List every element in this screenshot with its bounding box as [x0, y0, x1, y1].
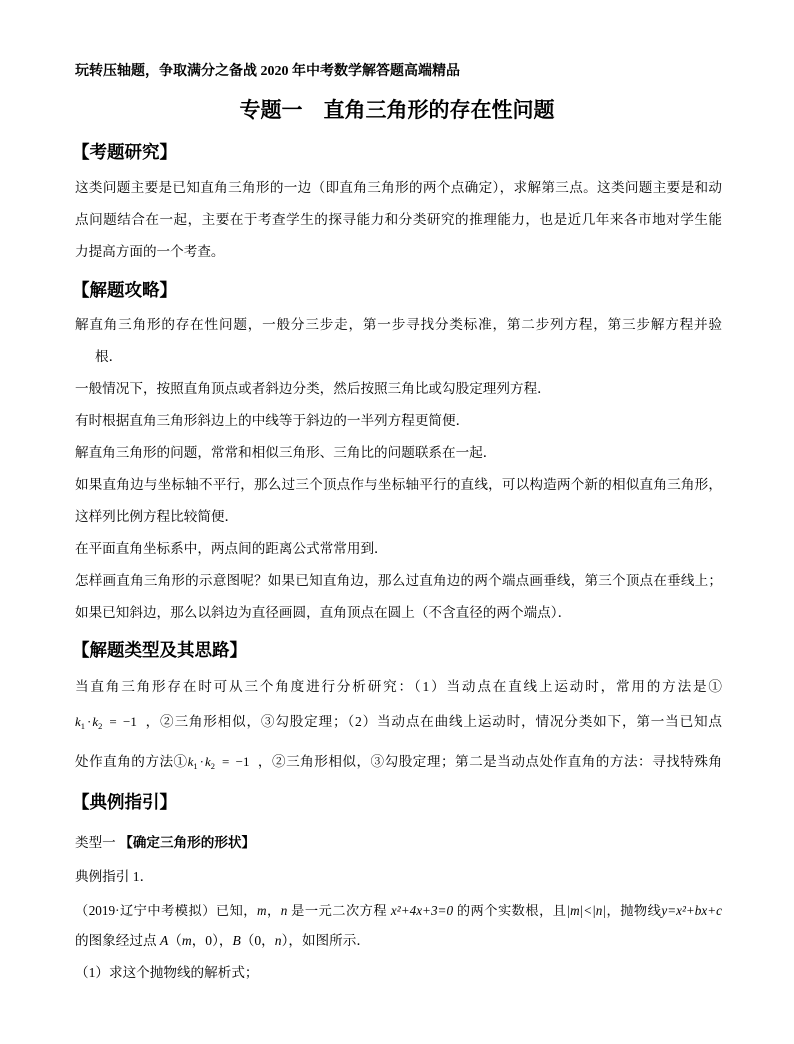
paragraph-line: 在平面直角坐标系中，两点间的距离公式常常用到． — [75, 541, 388, 556]
paragraph-line: 如果已知斜边，那么以斜边为直径画圆，直角顶点在圆上（不含直径的两个端点）． — [75, 605, 572, 620]
slope-product-formula — [188, 750, 250, 774]
problem-text: 的图象经过点 — [75, 933, 160, 948]
formula-variable: k — [205, 754, 211, 769]
formula-subscript: 1 — [80, 721, 86, 731]
math-variable: m — [257, 903, 267, 918]
formula-dot: · — [199, 754, 204, 769]
paragraph-text: ，②三角形相似，③勾股定理；（2）当动点在曲线上运动时，情况分类如下，第一当已知点 — [144, 714, 722, 729]
example-label: 典例指引 1． — [75, 869, 154, 884]
problem-text: ，0）， — [191, 933, 233, 948]
page-title: 专题一 直角三角形的存在性问题 — [239, 98, 555, 122]
paragraph-line: 一般情况下，按照直角顶点或者斜边分类，然后按照三角比或勾股定理列方程． — [75, 381, 551, 396]
paragraph-line: 力提高方面的一个考查。 — [75, 244, 225, 259]
formula-subscript: 2 — [98, 721, 103, 731]
formula-rhs: = −1 — [222, 754, 250, 769]
paragraph-line: 解直角三角形的存在性问题，一般分三步走，第一步寻找分类标准，第二步列方程，第三步解方程并验 — [75, 317, 722, 332]
header-note: 玩转压轴题，争取满分之备战 2020 年中考数学解答题高端精品 — [75, 64, 460, 79]
slope-product-formula — [75, 710, 137, 734]
paragraph-line: 当直角三角形存在时可从三个角度进行分析研究：（1）当动点在直线上运动时，常用的方法是① — [75, 679, 722, 694]
math-expression: |m|<|n| — [566, 903, 607, 918]
formula-variable: k — [187, 754, 194, 769]
problem-text: 是一元二次方程 — [287, 903, 391, 918]
math-expression: y=x²+bx+c — [661, 903, 722, 918]
example-type-title: 【确定三角形的形状】 — [119, 835, 256, 850]
problem-text: （0， — [240, 933, 275, 948]
example-type-label: 类型一 — [75, 835, 120, 850]
paragraph-line: 如果直角边与坐标轴不平行，那么过三个顶点作与坐标轴平行的直线，可以构造两个新的相似直角三角形， — [75, 477, 722, 492]
math-expression: x²+4x+3=0 — [390, 903, 454, 918]
problem-text: ，抛物线 — [606, 903, 662, 918]
question-line: （1）求这个抛物线的解析式； — [75, 965, 259, 980]
paragraph-text: 处作直角的方法① — [75, 754, 188, 769]
example-type-line — [75, 831, 722, 855]
math-variable: n — [280, 903, 288, 918]
problem-text: 的两个实数根，且 — [453, 903, 567, 918]
paragraph-line — [75, 710, 722, 734]
problem-text: ， — [266, 903, 281, 918]
problem-text: （2019·辽宁中考模拟）已知， — [75, 903, 258, 918]
math-variable: n — [274, 933, 282, 948]
paragraph-line: 点问题结合在一起，主要在于考查学生的探寻能力和分类研究的推理能力，也是近几年来各市地对学生能 — [75, 212, 722, 227]
paragraph-text: ，②三角形相似，③勾股定理；第二是当动点处作直角的方法：寻找特殊角 — [257, 754, 722, 769]
math-variable: A — [159, 933, 169, 948]
section-heading-examples: 【典例指引】 — [72, 792, 177, 812]
paragraph-line: 解直角三角形的问题，常常和相似三角形、三角比的问题联系在一起． — [75, 445, 497, 460]
paragraph-line: 这样列比例方程比较简便． — [75, 509, 239, 524]
paragraph-line: 根． — [95, 349, 123, 364]
problem-text: ），如图所示． — [281, 933, 370, 948]
section-heading-research: 【考题研究】 — [72, 142, 177, 162]
paragraph-line: 怎样画直角三角形的示意图呢？如果已知直角边，那么过直角边的两个端点画垂线，第三个顶点在垂线上； — [75, 573, 722, 588]
problem-text: （ — [168, 933, 182, 948]
paragraph-line: 这类问题主要是已知直角三角形的一边（即直角三角形的两个点确定），求解第三点。这类问题主要是和动 — [75, 180, 722, 195]
formula-variable: k — [92, 714, 99, 729]
math-variable: m — [181, 933, 192, 948]
problem-line — [75, 899, 722, 923]
math-variable: B — [232, 933, 241, 948]
formula-subscript: 2 — [210, 761, 216, 771]
formula-rhs: = −1 — [109, 714, 137, 729]
paragraph-line — [75, 750, 722, 774]
section-heading-strategy: 【解题攻略】 — [72, 280, 177, 300]
formula-subscript: 1 — [193, 761, 198, 771]
formula-dot: · — [87, 714, 92, 729]
problem-line — [75, 929, 722, 953]
section-heading-types: 【解题类型及其思路】 — [72, 640, 247, 660]
paragraph-line: 有时根据直角三角形斜边上的中线等于斜边的一半列方程更简便． — [75, 413, 470, 428]
formula-variable: k — [75, 714, 81, 729]
